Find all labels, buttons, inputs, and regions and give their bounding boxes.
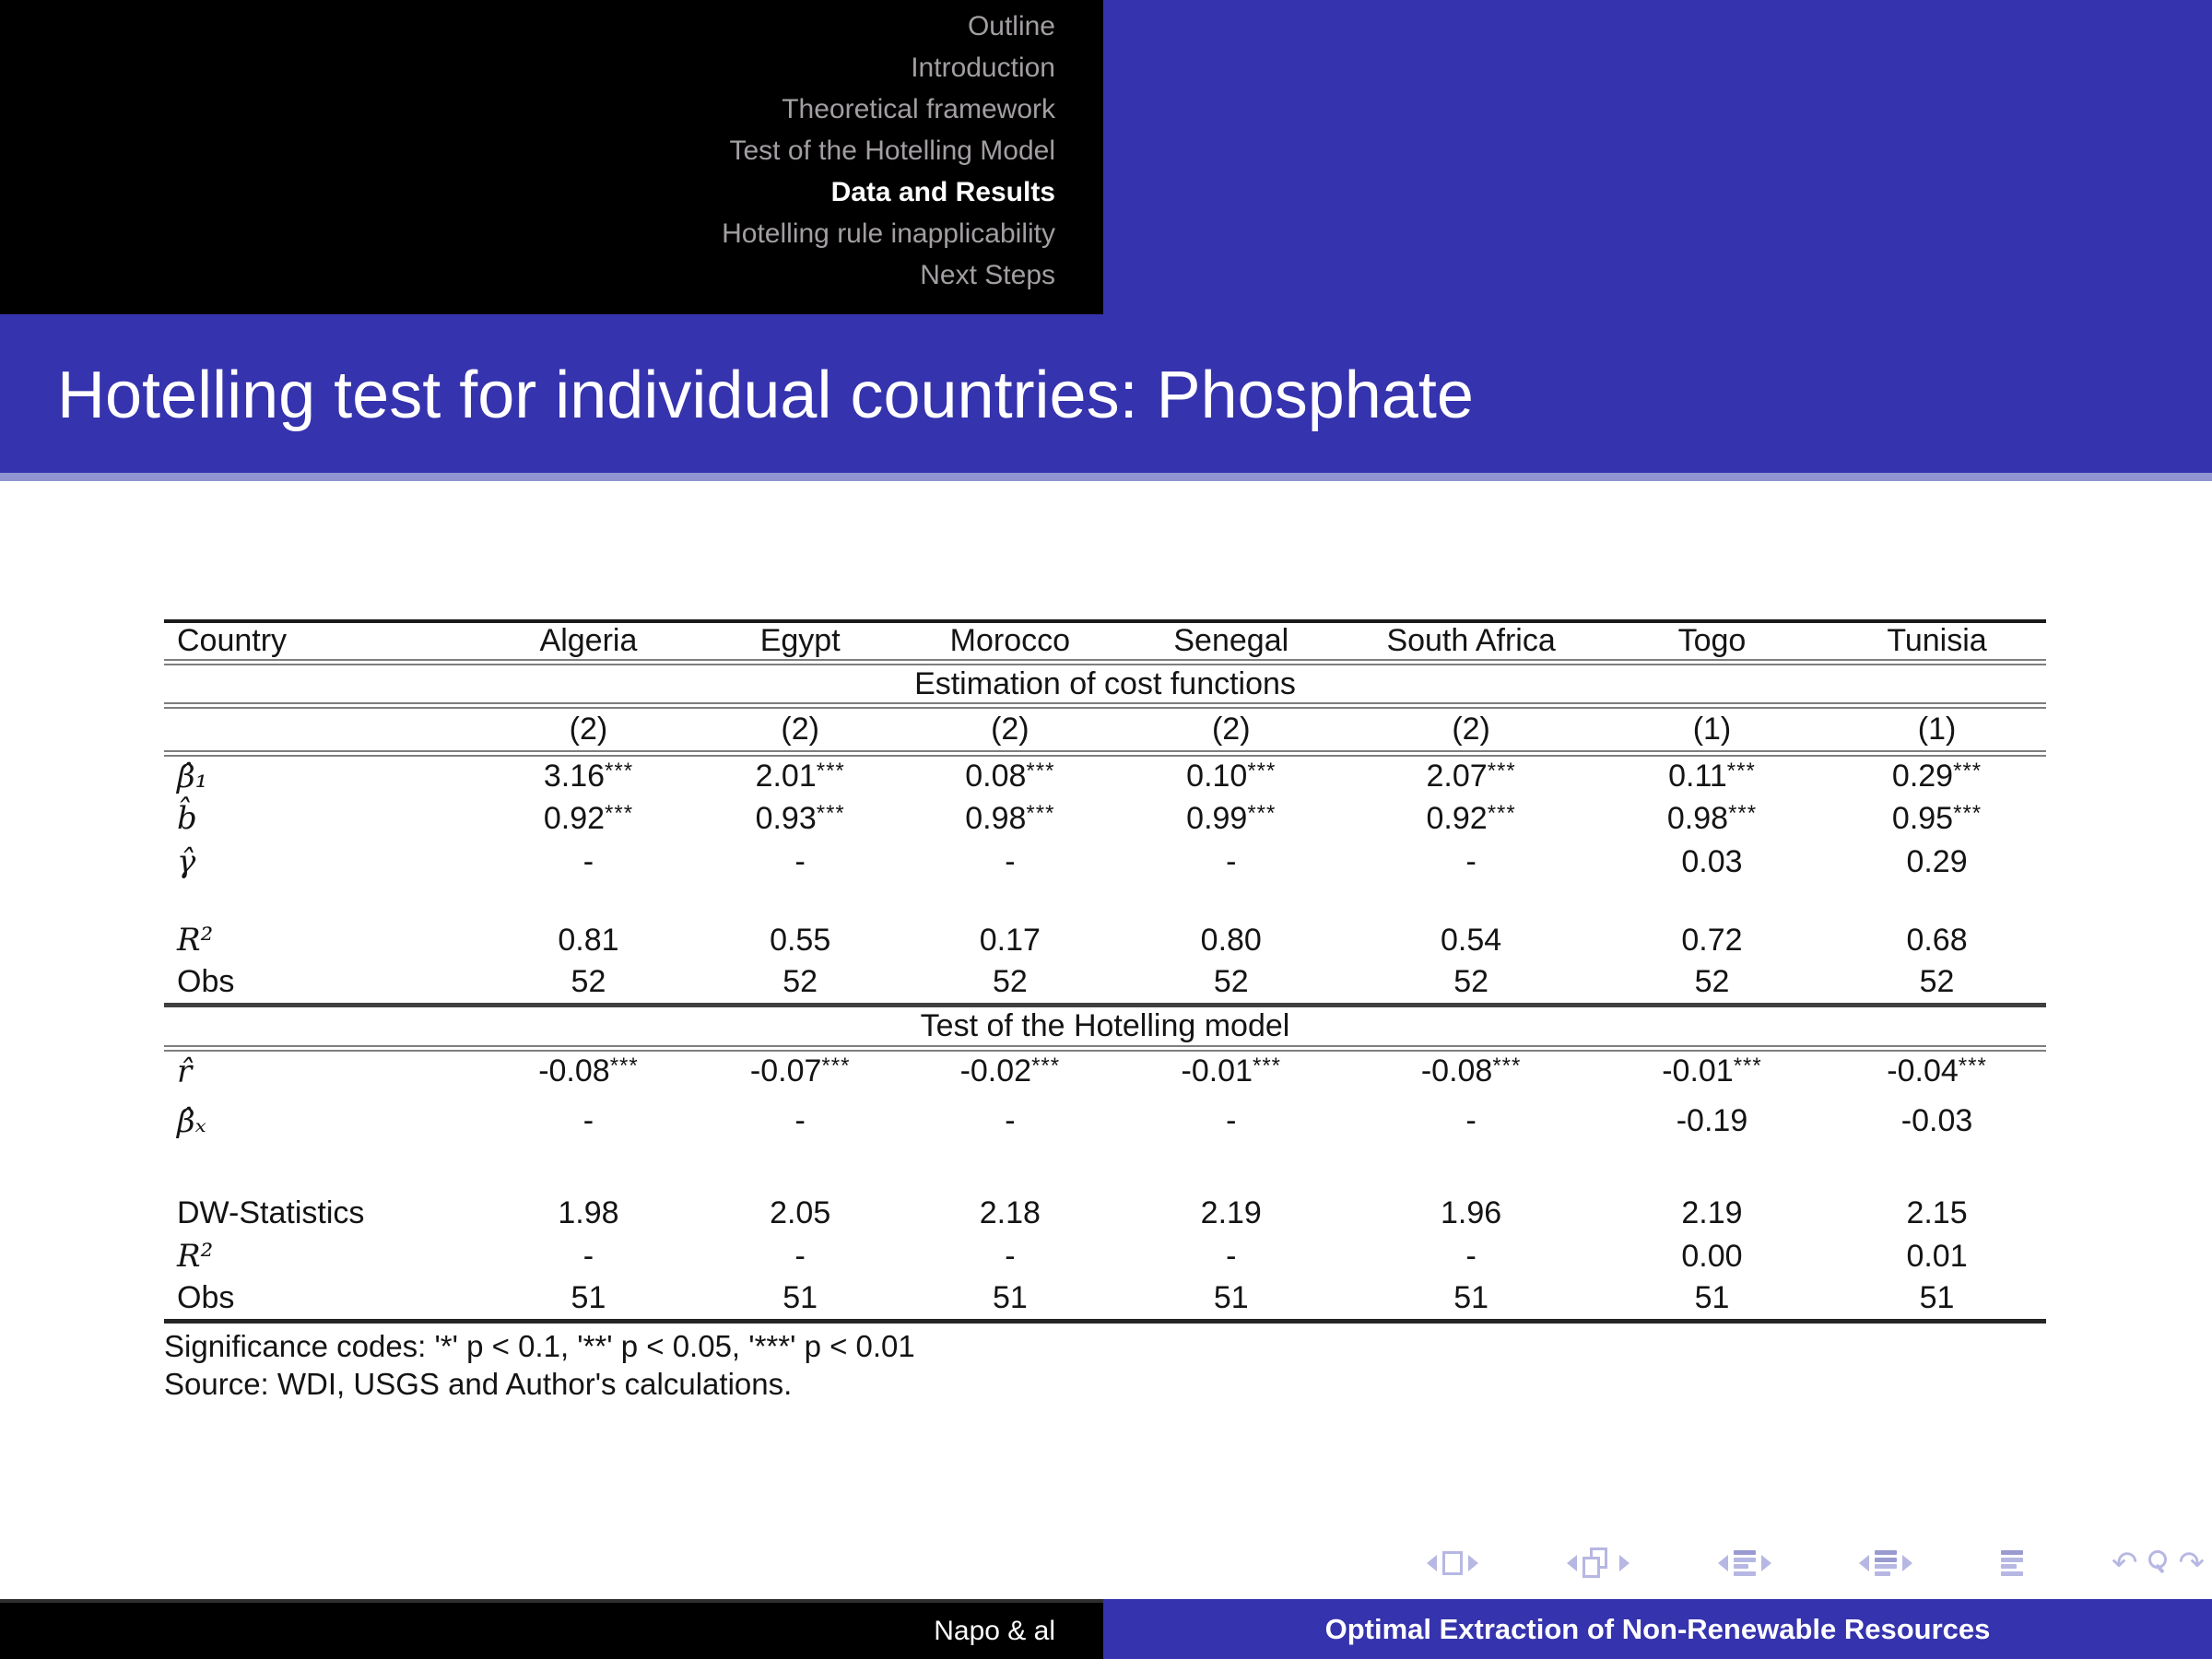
table-cell: (1) — [1692, 712, 1732, 747]
table-cell: (2) — [991, 712, 1030, 747]
section-prev-arrow[interactable] — [1859, 1555, 1869, 1571]
table-cell: 0.08*** — [965, 759, 1055, 794]
slide-next-arrow[interactable] — [1468, 1555, 1478, 1571]
section1-title-row — [164, 663, 2046, 706]
column-header: Morocco — [949, 623, 1071, 658]
table-cell: - — [794, 843, 806, 879]
table-cell: 52 — [1919, 964, 1955, 1000]
section-outline-panel — [0, 0, 1103, 314]
frame-next-arrow[interactable] — [1619, 1555, 1630, 1571]
table-cell: 51 — [1919, 1280, 1955, 1316]
table-cell: 0.54 — [1441, 922, 1502, 958]
table-cell: - — [1005, 843, 1016, 879]
table-cell: 0.03 — [1681, 843, 1743, 879]
source-note: Source: WDI, USGS and Author's calculations. — [164, 1367, 793, 1401]
table-cell: 52 — [992, 964, 1028, 1000]
table-cell: 0.81 — [558, 922, 619, 958]
table-cell: 3.16*** — [543, 759, 634, 794]
table-cell: 2.19 — [1681, 1194, 1743, 1230]
table-cell: 52 — [1694, 964, 1730, 1000]
table-cell: 51 — [992, 1280, 1028, 1316]
subsection-next-arrow[interactable] — [1761, 1555, 1771, 1571]
table-cell: 0.10*** — [1186, 759, 1277, 794]
frame-title: Hotelling test for individual countries: Phosphate — [57, 359, 1474, 432]
table-row — [164, 1192, 2046, 1235]
column-header: Country — [177, 623, 288, 658]
footer-authors-bar — [0, 1599, 1103, 1659]
appendix-icon[interactable] — [2001, 1550, 2023, 1576]
section-icon[interactable] — [1875, 1550, 1897, 1576]
table-cell: - — [794, 1238, 806, 1274]
section2-title-row — [164, 1006, 2046, 1049]
footer-authors: Napo & al — [934, 1616, 1055, 1646]
back-icon[interactable]: ↶ — [2111, 1545, 2138, 1582]
table-cell: 0.68 — [1906, 922, 1968, 958]
outline-item[interactable]: Introduction — [911, 53, 1055, 83]
table-cell: 0.98*** — [965, 800, 1055, 836]
history-nav-group[interactable] — [2111, 1545, 2205, 1582]
table-cell: -0.02*** — [959, 1053, 1061, 1089]
row-label: β̂₁ — [177, 758, 208, 795]
table-cell: - — [582, 1238, 594, 1274]
results-table — [164, 619, 2046, 1324]
table-cell: 1.96 — [1441, 1194, 1502, 1230]
subsection-icon[interactable] — [1734, 1550, 1756, 1576]
table-row — [164, 1092, 2046, 1151]
table-cell: 0.98*** — [1666, 800, 1758, 836]
row-label: r̂ — [177, 1053, 193, 1090]
table-cell: -0.07*** — [749, 1053, 851, 1089]
table-cell: 52 — [571, 964, 606, 1000]
outline-item[interactable]: Hotelling rule inapplicability — [722, 218, 1055, 249]
table-row — [164, 1278, 2046, 1322]
table-cell: - — [582, 1103, 594, 1138]
slide-icon[interactable] — [1442, 1551, 1463, 1575]
column-header: Senegal — [1173, 623, 1289, 658]
table-cell: 51 — [782, 1280, 818, 1316]
table-cell: (2) — [1211, 712, 1251, 747]
table-cell: -0.08*** — [1420, 1053, 1522, 1089]
table-cell: 51 — [1694, 1280, 1730, 1316]
slide-content — [164, 619, 2046, 1403]
subsection-nav-group[interactable] — [1718, 1550, 1771, 1576]
table-cell: 2.15 — [1906, 1194, 1968, 1230]
table-cell: 51 — [1213, 1280, 1249, 1316]
table-cell: (2) — [569, 712, 608, 747]
frame-nav-group[interactable] — [1567, 1547, 1630, 1579]
table-cell: 0.93*** — [755, 800, 845, 836]
table-row — [164, 754, 2046, 797]
table-cell: 0.01 — [1906, 1238, 1968, 1274]
table-row — [164, 1235, 2046, 1278]
table-header-row — [164, 621, 2046, 663]
outline-item[interactable]: Test of the Hotelling Model — [729, 135, 1055, 166]
table-row — [164, 797, 2046, 841]
table-cell: 0.92*** — [543, 800, 634, 836]
footer-title-bar — [1103, 1599, 2212, 1659]
table-cell: 0.17 — [979, 922, 1041, 958]
table-row — [164, 919, 2046, 962]
table-cell: -0.04*** — [1887, 1053, 1987, 1089]
table-cell: 2.01*** — [755, 759, 845, 794]
table-cell: -0.01*** — [1662, 1053, 1762, 1089]
table-cell: - — [1465, 1103, 1477, 1138]
slide-prev-arrow[interactable] — [1427, 1555, 1437, 1571]
column-header: Tunisia — [1887, 623, 1987, 658]
outline-item[interactable]: Data and Results — [830, 177, 1055, 207]
spacer-cell — [164, 884, 2046, 919]
row-label: γ̂ — [177, 843, 196, 880]
table-cell: 1.98 — [558, 1194, 619, 1230]
column-header: Algeria — [539, 623, 638, 658]
section-title-cell: Test of the Hotelling model — [920, 1008, 1290, 1043]
table-cell: 2.19 — [1200, 1194, 1262, 1230]
table-cell: 0.72 — [1681, 922, 1743, 958]
table-cell: 0.92*** — [1426, 800, 1516, 836]
row-label: Obs — [177, 1280, 235, 1316]
section-outline-list — [722, 6, 1055, 296]
subsection-prev-arrow[interactable] — [1718, 1555, 1728, 1571]
table-cell: 2.07*** — [1426, 759, 1516, 794]
section-title-cell: Estimation of cost functions — [914, 665, 1296, 701]
slide-nav-group[interactable] — [1427, 1551, 1478, 1575]
row-label: R² — [177, 1238, 214, 1275]
results-table-body — [164, 621, 2046, 1322]
table-cell: 0.80 — [1200, 922, 1262, 958]
table-cell — [164, 706, 480, 754]
frame-titlebar — [0, 314, 2212, 473]
table-cell: 0.29*** — [1891, 759, 1983, 794]
row-label: DW-Statistics — [177, 1194, 365, 1230]
table-cell: - — [1226, 1103, 1237, 1138]
table-cell: 0.95*** — [1891, 800, 1983, 836]
table-cell: -0.03 — [1900, 1103, 1973, 1138]
row-label: R² — [177, 922, 214, 959]
frames-icon[interactable] — [1583, 1547, 1614, 1579]
table-cell: 0.11*** — [1668, 759, 1756, 794]
forward-icon[interactable]: ↷ — [2178, 1545, 2205, 1582]
table-cell: 51 — [571, 1280, 606, 1316]
navigation-symbols — [1427, 1543, 2205, 1583]
table-cell: 0.55 — [770, 922, 831, 958]
table-cell: 51 — [1453, 1280, 1489, 1316]
table-cell: - — [1005, 1103, 1016, 1138]
table-cell: 0.99*** — [1186, 800, 1277, 836]
table-cell: - — [1005, 1238, 1016, 1274]
table-cell: - — [1226, 1238, 1237, 1274]
row-label: β̂ₓ — [177, 1102, 206, 1140]
table-cell: 52 — [782, 964, 818, 1000]
outline-item[interactable]: Theoretical framework — [782, 94, 1055, 124]
model-spec-row — [164, 706, 2046, 754]
table-cell: -0.08*** — [538, 1053, 639, 1089]
table-cell: - — [1465, 1238, 1477, 1274]
frame-prev-arrow[interactable] — [1567, 1555, 1577, 1571]
section-next-arrow[interactable] — [1902, 1555, 1912, 1571]
table-cell: 2.05 — [770, 1194, 831, 1230]
table-cell: 52 — [1213, 964, 1249, 1000]
table-cell: -0.01*** — [1181, 1053, 1282, 1089]
table-cell: (2) — [781, 712, 819, 747]
row-label: Obs — [177, 964, 235, 1000]
table-cell: 2.18 — [979, 1194, 1041, 1230]
spacer-row — [164, 1151, 2046, 1192]
table-cell: 52 — [1453, 964, 1489, 1000]
outline-item[interactable]: Next Steps — [920, 260, 1055, 290]
table-cell: (2) — [1452, 712, 1490, 747]
spacer-row — [164, 884, 2046, 919]
table-cell: - — [582, 843, 594, 879]
table-cell: - — [1226, 843, 1237, 879]
footer-short-title: Optimal Extraction of Non-Renewable Resources — [1324, 1613, 1991, 1645]
table-row — [164, 841, 2046, 884]
column-header: Togo — [1677, 623, 1747, 658]
outline-item[interactable]: Outline — [967, 11, 1055, 41]
table-row — [164, 962, 2046, 1006]
search-icon[interactable] — [2143, 1548, 2172, 1578]
table-row — [164, 1049, 2046, 1092]
column-header: Egypt — [759, 623, 841, 658]
table-cell: - — [794, 1103, 806, 1138]
table-cell: -0.19 — [1676, 1103, 1748, 1138]
spacer-cell — [164, 1151, 2046, 1192]
row-label: b̂ — [177, 800, 197, 837]
table-cell: - — [1465, 843, 1477, 879]
table-cell: 0.00 — [1681, 1238, 1743, 1274]
column-header: South Africa — [1386, 623, 1556, 658]
section-nav-group[interactable] — [1859, 1550, 1912, 1576]
table-cell: 0.29 — [1906, 843, 1968, 879]
table-cell: (1) — [1917, 712, 1957, 747]
significance-note: Significance codes: '*' p < 0.1, '**' p < 0.05, '***' p < 0.01 — [164, 1329, 915, 1363]
